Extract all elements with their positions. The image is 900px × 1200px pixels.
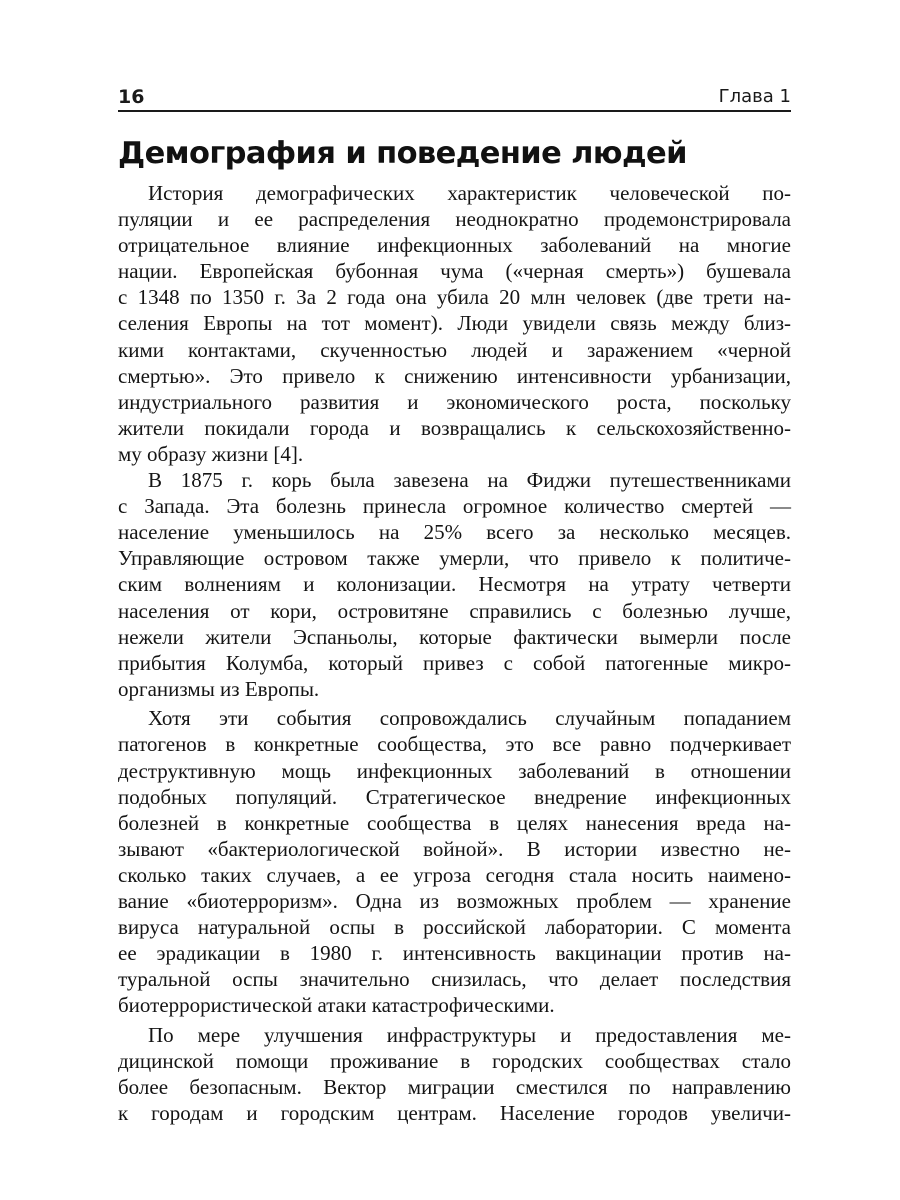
text-line: Управляющие островом также умерли, что привело к политиче- bbox=[118, 546, 791, 571]
paragraph-urban-migration bbox=[118, 1022, 791, 1126]
section-title: Демография и поведение людей bbox=[118, 136, 687, 171]
text-line: организмы из Европы. bbox=[118, 676, 320, 701]
text-line: ее эрадикации в 1980 г. интенсивность вакцинации против на- bbox=[118, 941, 791, 966]
text-line: отрицательное влияние инфекционных заболеваний на многие bbox=[118, 233, 791, 258]
text-line: кими контактами, скученностью людей и заражением «черной bbox=[118, 337, 791, 362]
text-line: жители покидали города и возвращались к сельскохозяйственно- bbox=[118, 415, 791, 440]
text-line: зывают «бактериологической войной». В истории известно не- bbox=[118, 836, 791, 861]
text-line: Хотя эти события сопровождались случайным попаданием bbox=[148, 706, 791, 731]
text-line: ским волнениям и колонизации. Несмотря на утрату четверти bbox=[118, 572, 791, 597]
text-line: нежели жители Эспаньолы, которые фактически вымерли после bbox=[118, 624, 791, 649]
text-line: с Запада. Эта болезнь принесла огромное количество смертей — bbox=[118, 494, 791, 519]
text-line: биотеррористической атаки катастрофическими. bbox=[118, 993, 555, 1018]
text-line: дицинской помощи проживание в городских сообществах стало bbox=[118, 1049, 791, 1074]
text-line: По мере улучшения инфраструктуры и предоставления ме- bbox=[148, 1023, 791, 1047]
text-line: вание «биотерроризм». Одна из возможных проблем — хранение bbox=[118, 889, 791, 914]
text-line: нации. Европейская бубонная чума («черная смерть») бушевала bbox=[118, 259, 791, 284]
body-text bbox=[118, 180, 791, 1126]
paragraph-black-death bbox=[118, 180, 791, 467]
text-line: В 1875 г. корь была завезена на Фиджи путешественниками bbox=[148, 468, 791, 493]
page-number: 16 bbox=[118, 86, 145, 108]
text-line: болезней в конкретные сообщества в целях нанесения вреда на- bbox=[118, 810, 791, 835]
text-line: индустриального развития и экономического роста, поскольку bbox=[118, 389, 791, 414]
paragraph-fiji-measles bbox=[118, 467, 791, 702]
text-line: смертью». Это привело к снижению интенсивности урбанизации, bbox=[118, 363, 791, 388]
text-line: деструктивную мощь инфекционных заболеваний в отношении bbox=[118, 758, 791, 783]
chapter-label: Глава 1 bbox=[718, 86, 791, 107]
text-line: му образу жизни [4]. bbox=[118, 441, 304, 466]
text-line: более безопасным. Вектор миграции сместился по направлению bbox=[118, 1075, 791, 1100]
text-line: с 1348 по 1350 г. За 2 года она убила 20 млн человек (две трети на- bbox=[118, 285, 791, 310]
running-header bbox=[118, 86, 791, 112]
text-line: прибытия Колумба, который привез с собой патогенные микро- bbox=[118, 650, 791, 675]
text-line: подобных популяций. Стратегическое внедрение инфекционных bbox=[118, 784, 791, 809]
text-line: селения Европы на тот момент). Люди увидели связь между близ- bbox=[118, 311, 791, 336]
text-line: населения от кори, островитяне справились с болезнью лучше, bbox=[118, 598, 791, 623]
text-line: пуляции и ее распределения неоднократно продемонстрировала bbox=[118, 207, 791, 232]
text-line: вируса натуральной оспы в российской лаборатории. С момента bbox=[118, 915, 791, 940]
text-line: патогенов в конкретные сообщества, это все равно подчеркивает bbox=[118, 732, 791, 757]
paragraph-biological-warfare bbox=[118, 705, 791, 1018]
text-line: История демографических характеристик человеческой по- bbox=[148, 181, 791, 205]
text-line: сколько таких случаев, а ее угроза сегодня стала носить наимено- bbox=[118, 862, 791, 887]
text-line: к городам и городским центрам. Население городов увеличи- bbox=[118, 1101, 791, 1126]
text-line: население уменьшилось на 25% всего за несколько месяцев. bbox=[118, 520, 791, 545]
text-line: туральной оспы значительно снизилась, что делает последствия bbox=[118, 967, 791, 992]
